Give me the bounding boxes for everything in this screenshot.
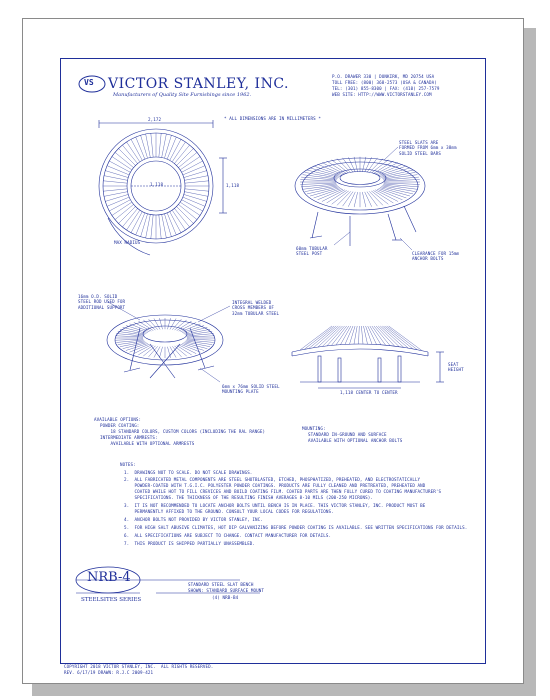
underside-view <box>107 315 223 378</box>
revision: REV. 6/17/19 DRAWN: R.J.C 2009-421 <box>64 670 154 675</box>
product-series: STEELSITES SERIES <box>81 597 142 603</box>
product-desc: SHOWN: STANDARD SURFACE MOUNT <box>188 588 265 593</box>
note-line: PERMANENTLY AFFIXED TO THE GROUND. CONSULT YOUR LOCAL CODES FOR REGULATIONS. <box>124 509 334 514</box>
product-code: NRB-4 <box>87 570 131 585</box>
callout-slats: STEEL SLATS ARE FORMED FROM 6mm x 38mm SOLID STEEL BARS <box>399 140 457 156</box>
copyright: COPYRIGHT 2018 VICTOR STANLEY, INC. ALL RIGHTS RESERVED. <box>64 664 214 669</box>
options-line: AVAILABLE WITH OPTIONAL ARMRESTS <box>100 441 195 446</box>
note-line: 3. IT IS NOT RECOMMENDED TO LOCATE ANCHOR BOLTS UNTIL BENCH IS IN PLACE. THIS VICTOR STANLEY, INC. PRODUCT MUST BE <box>124 503 426 508</box>
plan-center-dim: 1,118 <box>150 182 164 187</box>
product-desc: STANDARD STEEL SLAT BENCH <box>188 582 254 587</box>
mounting-line: AVAILABLE WITH OPTIONAL ANCHOR BOLTS <box>308 438 403 443</box>
note-line: 2. ALL FABRICATED METAL COMPONENTS ARE STEEL SHOTBLASTED, ETCHED, PHOSPHATIZED, PREHEATED, AND ELECTROSTATICALLY <box>124 477 421 482</box>
note-line: 4. ANCHOR BOLTS NOT PROVIDED BY VICTOR STANLEY, INC. <box>124 517 263 522</box>
contact-line: WEB SITE: HTTP://WWW.VICTORSTANLEY.COM <box>332 92 432 97</box>
callout-cross: INTEGRAL WELDED CROSS MEMBERS OF 32mm TUBULAR STEEL <box>232 300 280 316</box>
options-line: POWDER COATING: <box>100 423 140 428</box>
note-line: 1. DRAWINGS NOT TO SCALE. DO NOT SCALE DRAWINGS. <box>124 470 253 475</box>
callout-rod: 16mm O.D. SOLID STEEL ROD USED FOR ADDITIONAL SUPPORT <box>78 294 126 310</box>
logo-letters: VS <box>84 78 94 87</box>
mounting-title: MOUNTING: <box>302 426 326 431</box>
plan-side-dim: 1,118 <box>226 183 240 188</box>
callout-plate: 6mm x 76mm SOLID STEEL MOUNTING PLATE <box>222 384 280 395</box>
note-line: COATED WHILE HOT TO FILL CREVICES AND BUILD COATING FILM. COATED PARTS ARE THEN FULLY CURED TO COATING MANUFACTURER'S <box>124 489 442 494</box>
options-title: AVAILABLE OPTIONS: <box>94 417 142 422</box>
note-line: 5. FOR HIGH SALT ABUSIVE CLIMATES, HOT DIP GALVANIZING BEFORE POWDER COATING IS AVAILABLE. SEE WRITTEN SPECIFICATIONS FOR DETAILS. <box>124 525 468 530</box>
note-line: POWDER-COATED WITH T.G.I.C. POLYESTER POWDER COATINGS. PRODUCTS ARE FULLY CLEANED AND PRETREATED, PREHEATED AND <box>124 483 426 488</box>
callout-clearance: CLEARANCE FOR 15mm ANCHOR BOLTS <box>412 251 460 262</box>
callout-post: 60mm TUBULAR STEEL POST <box>296 246 328 257</box>
notes-title: NOTES: <box>120 462 136 467</box>
company-name: VICTOR STANLEY, INC. <box>108 76 289 92</box>
note-line: SPECIFICATIONS. THE THICKNESS OF THE RESULTING FINISH AVERAGES 8-10 MILS (200-250 MICRONS). <box>124 495 374 500</box>
units-note: * ALL DIMENSIONS ARE IN MILLIMETERS * <box>224 116 321 121</box>
company-tagline: Manufacturers of Quality Site Furnishings since 1962. <box>113 92 252 98</box>
product-desc: (4) NRB-B4 <box>212 595 239 600</box>
note-line: 6. ALL SPECIFICATIONS ARE SUBJECT TO CHANGE. CONTACT MANUFACTURER FOR DETAILS. <box>124 533 332 538</box>
options-line: 18 STANDARD COLORS, CUSTOM COLORS (INCLUDING THE RAL RANGE) <box>100 429 266 434</box>
mounting-line: STANDARD IN-GROUND AND SURFACE <box>308 432 387 437</box>
elevation-dim: 1,118 CENTER TO CENTER <box>340 390 398 395</box>
plan-arc-dim: MAX RADIUS <box>114 240 141 245</box>
elevation-view <box>292 326 444 388</box>
options-line: INTERMEDIATE ARMRESTS: <box>100 435 158 440</box>
plan-view <box>99 120 227 255</box>
isometric-view <box>295 157 425 246</box>
note-line: 7. THIS PRODUCT IS SHIPPED PARTIALLY UNASSEMBLED. <box>124 541 256 546</box>
seat-height-label: SEAT HEIGHT <box>448 362 464 373</box>
contact-line: P.O. DRAWER 330 | DUNKIRK, MD 20754 USA <box>332 74 435 79</box>
contact-line: TOLL FREE: (800) 368-2573 (USA & CANADA) <box>332 80 437 85</box>
contact-line: TEL: (301) 855-8300 | FAX: (410) 257-7579 <box>332 86 440 91</box>
plan-width-dim: 2,172 <box>148 117 162 122</box>
